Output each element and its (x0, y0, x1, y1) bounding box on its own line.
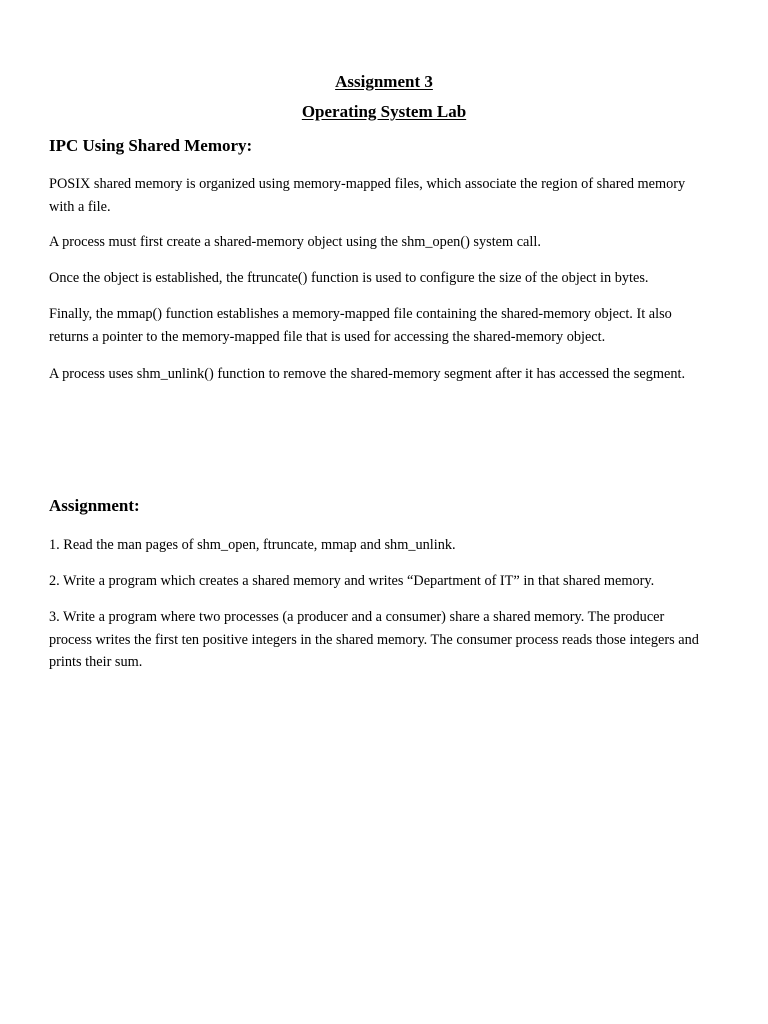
ipc-paragraph-shm-unlink: A process uses shm_unlink() function to remove the shared-memory segment after it has accessed the segment. (49, 366, 686, 382)
document-subtitle (0, 102, 768, 122)
assignment-task-3: 3. Write a program where two processes (a producer and a consumer) share a shared memory. The producer process writes the first ten positive integers in the shared memory. The consumer process reads those integers and prints their sum. (49, 609, 699, 670)
ipc-paragraph-posix: POSIX shared memory is organized using memory-mapped files, which associate the region of shared memory with a file. (49, 176, 686, 215)
course-title: Operating System Lab (301, 102, 467, 121)
assignment-number-title: Assignment 3 (335, 72, 433, 91)
ipc-section-heading: IPC Using Shared Memory: (49, 136, 253, 155)
assignment-section-heading: Assignment: (49, 496, 140, 515)
ipc-paragraph-mmap: Finally, the mmap() function establishes a memory-mapped file containing the shared-memory object. It also returns a pointer to the memory-mapped file that is used for accessing the shared-memory object. (49, 306, 672, 345)
assignment-task-1: 1. Read the man pages of shm_open, ftruncate, mmap and shm_unlink. (49, 537, 456, 553)
assignment-task-2: 2. Write a program which creates a shared memory and writes “Department of IT” in that shared memory. (49, 573, 655, 589)
document-title (0, 72, 768, 92)
ipc-paragraph-ftruncate: Once the object is established, the ftruncate() function is used to configure the size of the object in bytes. (49, 270, 649, 286)
ipc-paragraph-shm-open: A process must first create a shared-memory object using the shm_open() system call. (49, 234, 541, 250)
